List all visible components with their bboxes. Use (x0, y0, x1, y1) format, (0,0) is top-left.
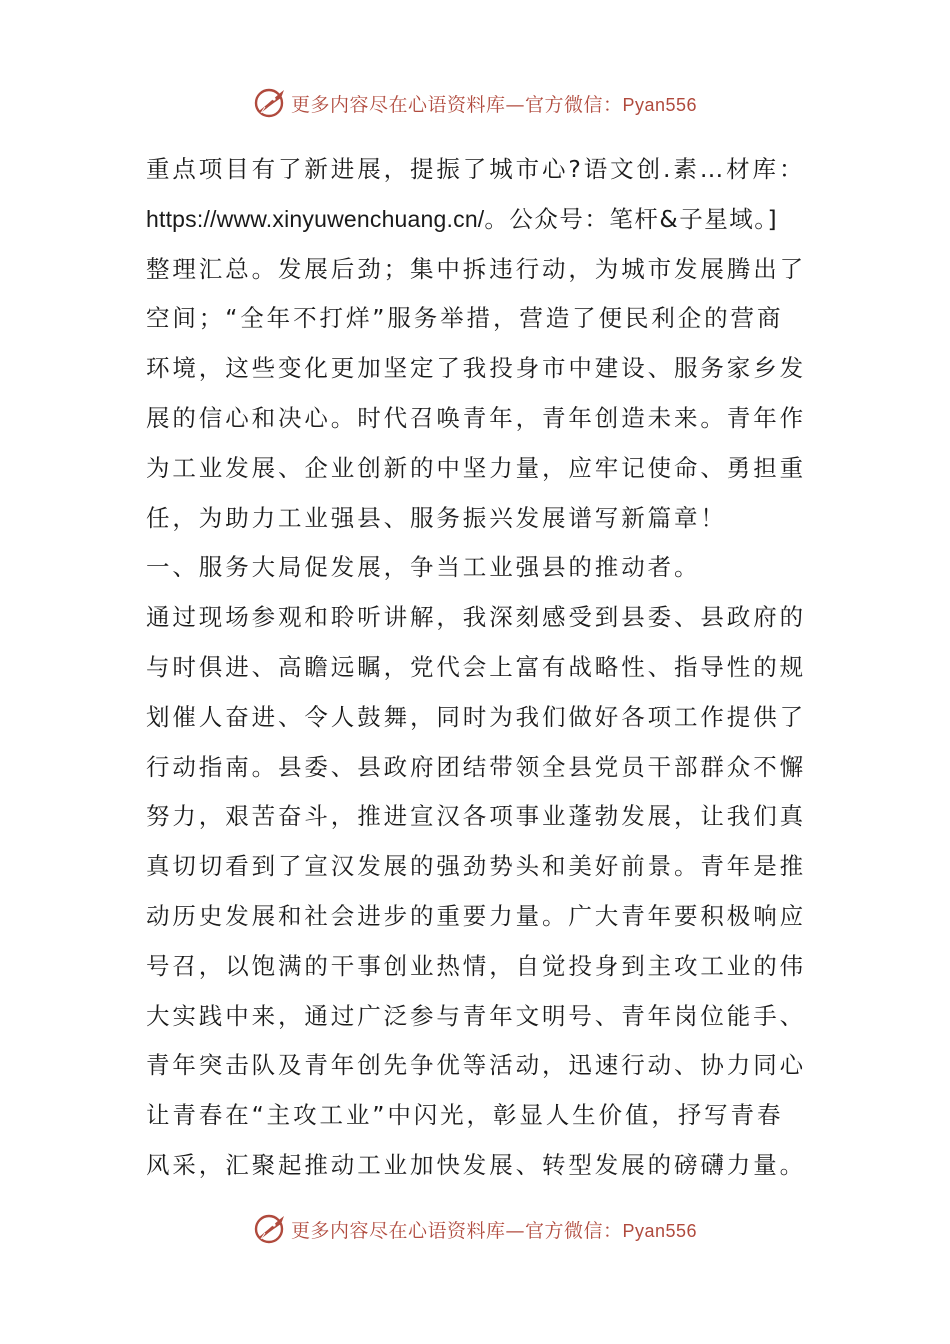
text-line: 任，为助力工业强县、服务振兴发展谱写新篇章！ (146, 503, 727, 532)
text-line: 划催人奋进、令人鼓舞，同时为我们做好各项工作提供了 (146, 702, 806, 731)
section-heading: 一、服务大局促发展，争当工业强县的推动者。 (146, 553, 701, 582)
text-line: 空间；“全年不打烊”服务举措，营造了便民利企的营商 (146, 304, 784, 333)
pen-logo-icon (253, 86, 287, 120)
text-line: 与时俱进、高瞻远瞩，党代会上富有战略性、指导性的规 (146, 652, 806, 681)
source-url: https://www.xinyuwenchuang.cn/ (146, 205, 485, 232)
text-line: 重点项目有了新进展，提振了城市心?语文创.素…材库： (146, 155, 806, 183)
header-banner-wechat-id: Pyan556 (622, 94, 698, 115)
text-line: 环境，这些变化更加坚定了我投身市中建设、服务家乡发 (146, 354, 806, 383)
text-line: 展的信心和决心。时代召唤青年，青年创造未来。青年作 (146, 403, 806, 432)
text-line: 风采，汇聚起推动工业加快发展、转型发展的磅礴力量。 (146, 1150, 806, 1179)
document-body (146, 145, 826, 1191)
text-line-url (146, 195, 826, 245)
text-line: 整理汇总。发展后劲；集中拆违行动，为城市发展腾出了 (146, 254, 806, 283)
pen-logo-icon (253, 1212, 287, 1246)
text-line: 动历史发展和社会进步的重要力量。广大青年要积极响应 (146, 901, 806, 930)
header-banner-cn: 更多内容尽在心语资料库—官方微信： (290, 93, 623, 116)
text-line: 让青春在“主攻工业”中闪光，彰显人生价值，抒写青春 (146, 1101, 784, 1130)
footer-banner-cn: 更多内容尽在心语资料库—官方微信： (290, 1219, 623, 1242)
footer-banner-wechat-id: Pyan556 (622, 1220, 698, 1241)
official-account-note: 。公众号：笔杆&子星域。] (484, 204, 779, 233)
text-line: 真切切看到了宣汉发展的强劲势头和美好前景。青年是推 (146, 852, 806, 881)
header-banner (0, 83, 950, 123)
text-line: 大实践中来，通过广泛参与青年文明号、青年岗位能手、 (146, 1001, 806, 1030)
footer-banner-text (291, 1216, 697, 1243)
header-banner-text (291, 90, 697, 117)
text-line: 通过现场参观和聆听讲解，我深刻感受到县委、县政府的 (146, 603, 806, 632)
text-line: 号召，以饱满的干事创业热情，自觉投身到主攻工业的伟 (146, 951, 806, 980)
text-line: 行动指南。县委、县政府团结带领全县党员干部群众不懈 (146, 752, 806, 781)
text-line: 努力，艰苦奋斗，推进宣汉各项事业蓬勃发展，让我们真 (146, 802, 806, 831)
text-line: 为工业发展、企业创新的中坚力量，应牢记使命、勇担重 (146, 453, 806, 482)
text-line: 青年突击队及青年创先争优等活动，迅速行动、协力同心 (146, 1051, 806, 1080)
footer-banner (0, 1209, 950, 1249)
